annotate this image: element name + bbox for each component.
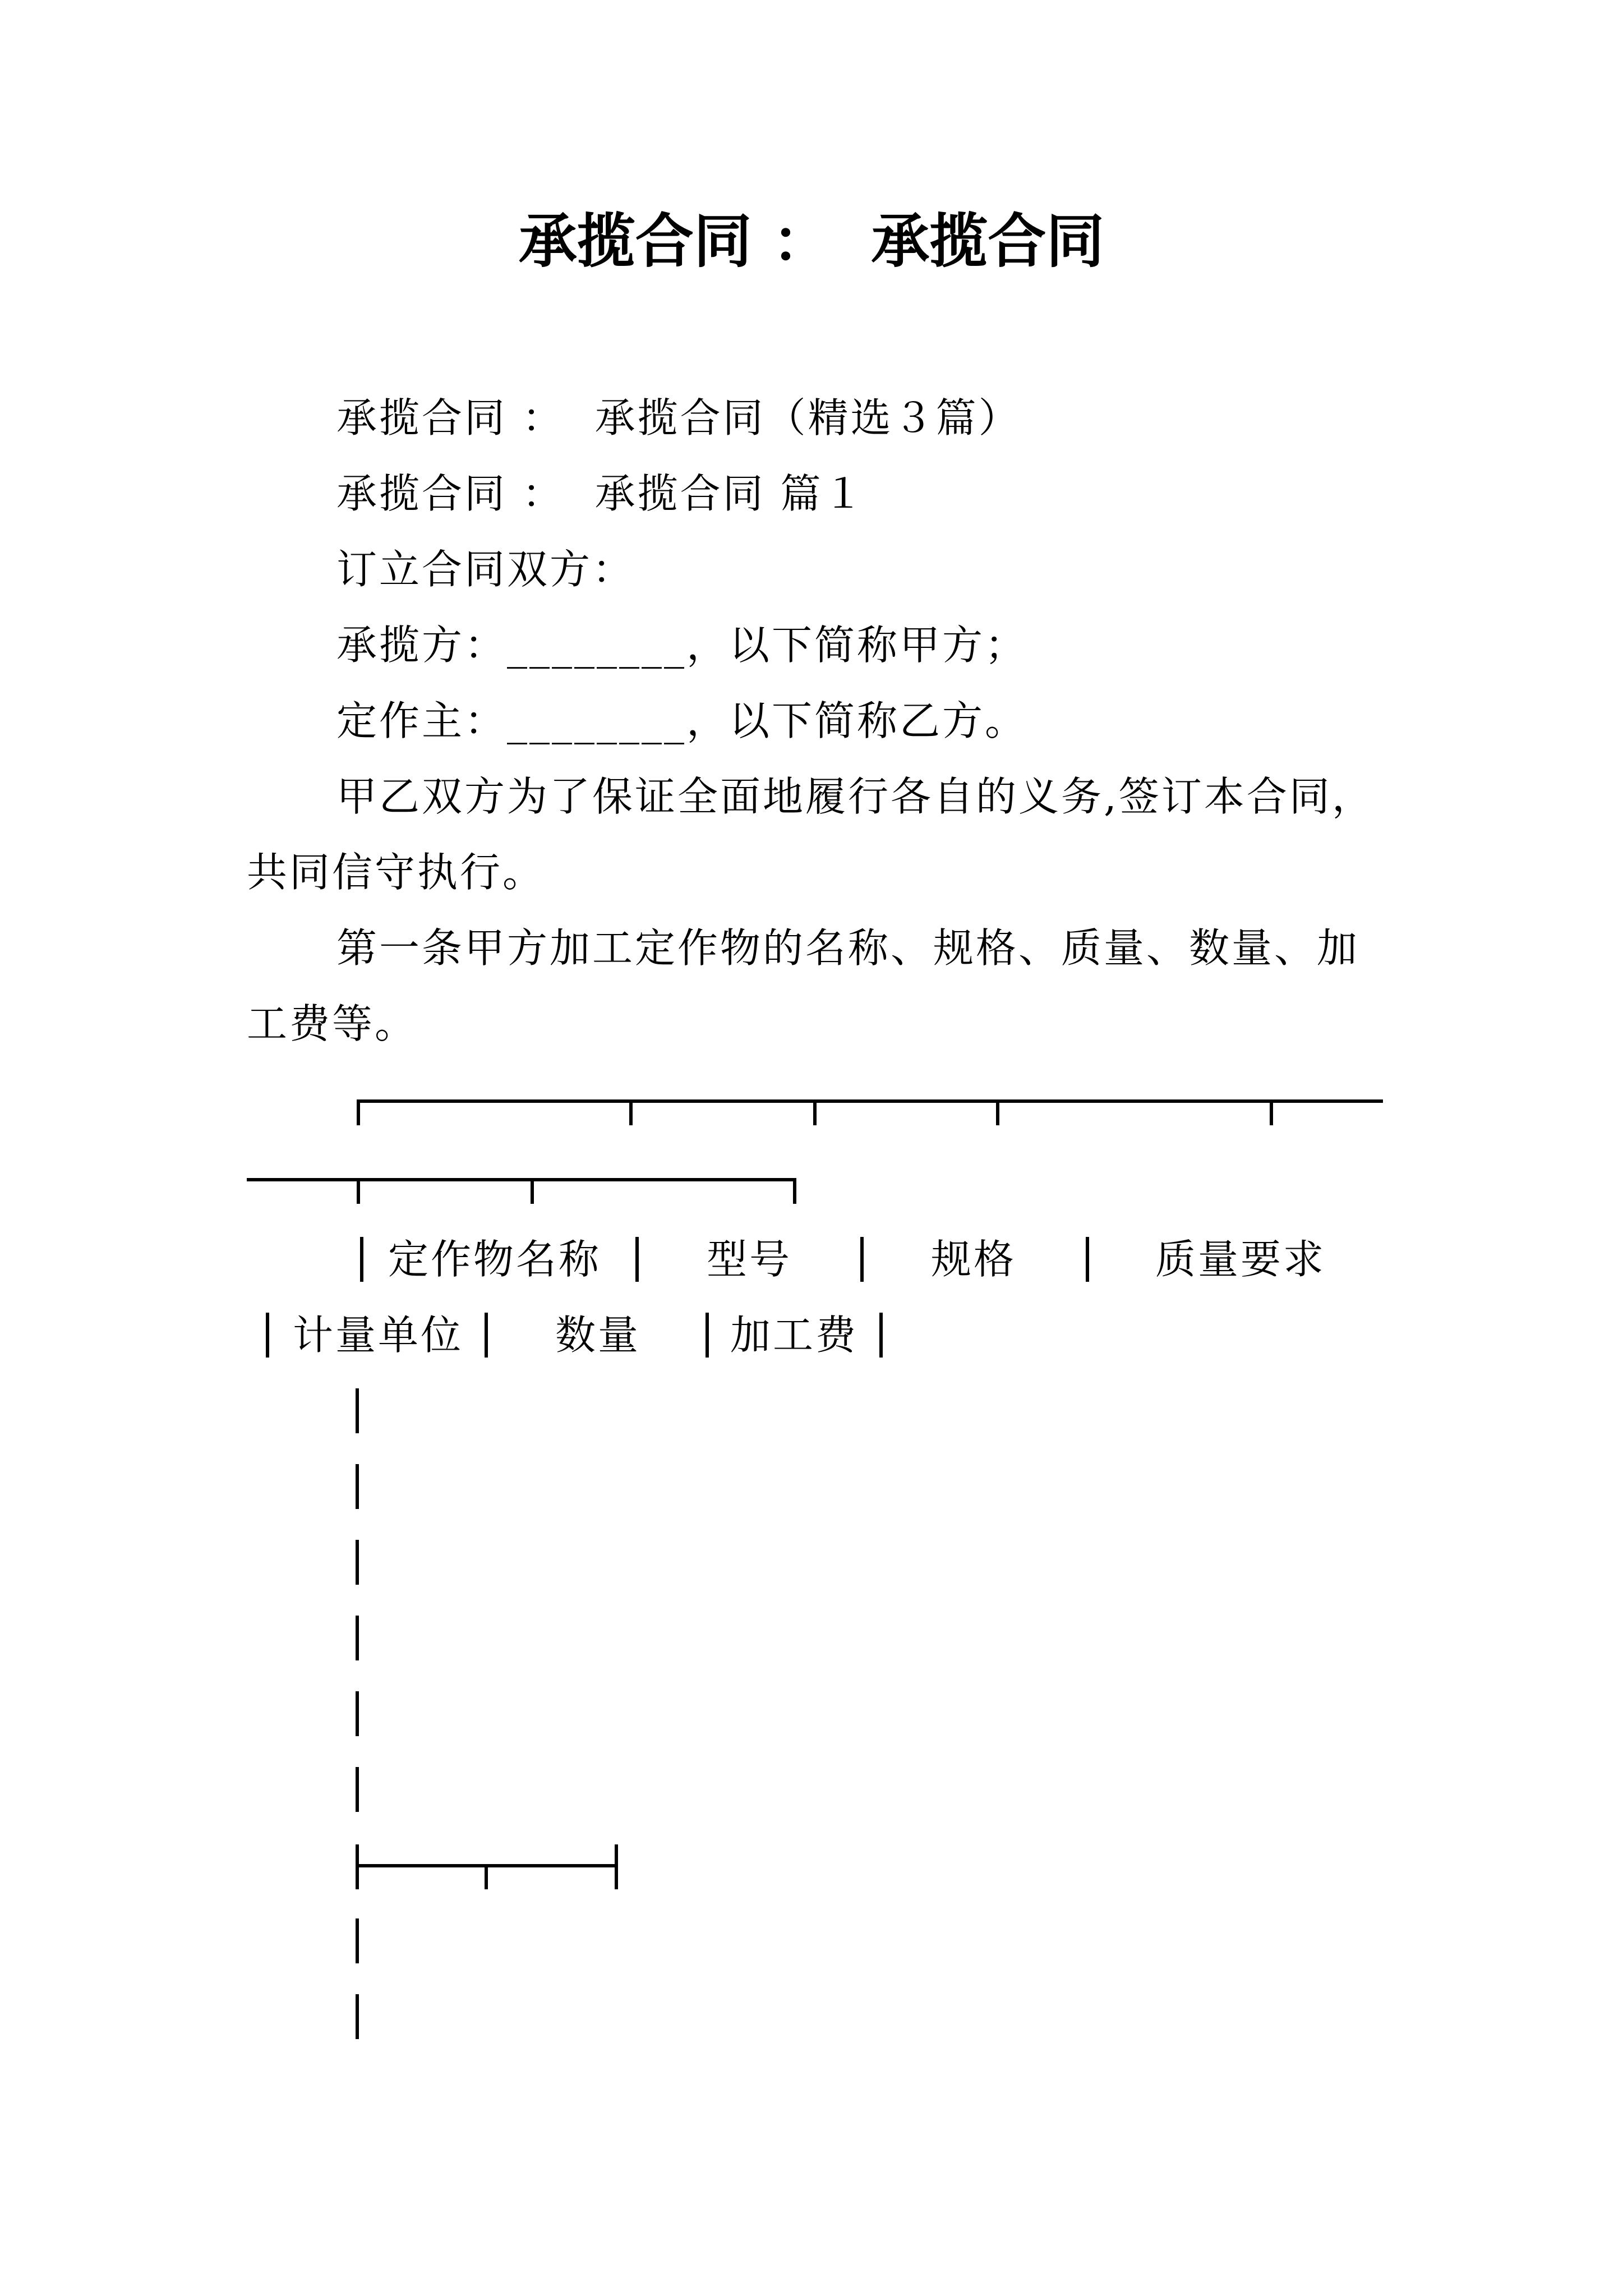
table-header-item-name: 定作物名称 [388,1236,602,1283]
section-heading: 承揽合同 ： 承揽合同 篇１ [336,470,866,517]
table-header-spec: 规格 [931,1236,1017,1283]
parties-heading: 订立合同双方： [336,546,635,593]
orderer-line: 定作主：________，以下简称乙方。 [336,697,1028,744]
article-one-line1: 第一条甲方加工定作物的名称、规格、质量、数量、加 [336,924,1360,972]
purpose-paragraph-line1: 甲乙双方为了保证全面地履行各自的义务,签订本合同， [336,773,1375,820]
table-header-quality: 质量要求 [1155,1236,1326,1283]
table-header-unit: 计量单位 [293,1312,464,1359]
article-one-line2: 工费等。 [247,1000,418,1047]
subtitle-line: 承揽合同 ： 承揽合同（精选３篇） [336,394,1021,441]
table-header-model: 型号 [707,1236,792,1283]
table-header-fee: 加工费 [730,1312,859,1359]
contract-title: 承揽合同 ： 承揽合同 [518,206,1105,275]
contractor-line: 承揽方：________，以下简称甲方； [336,622,1028,669]
purpose-paragraph-line2: 共同信守执行。 [247,849,546,896]
table-header-quantity: 数量 [555,1312,641,1359]
